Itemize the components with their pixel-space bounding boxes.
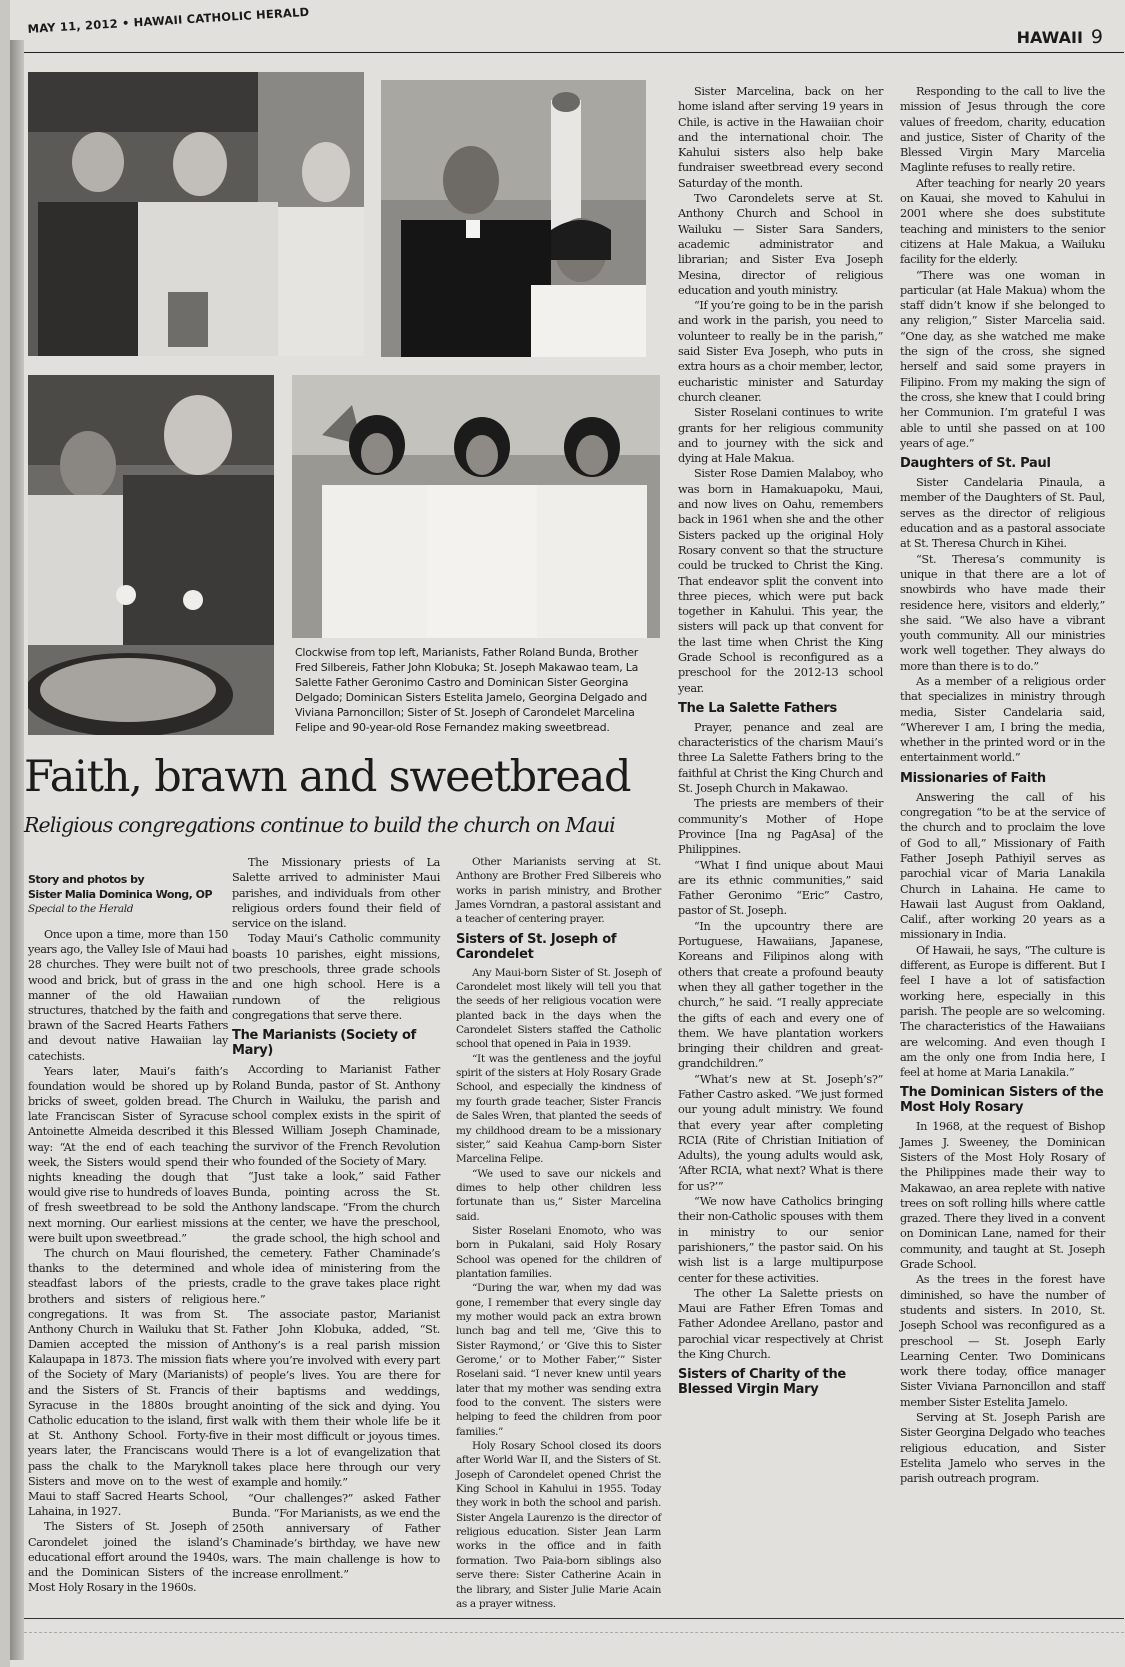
paragraph: “If you’re going to be in the parish and work in the parish, you need to volunteer to really be in the parish,” said Sister Eva Joseph, who puts in extra hours as a choir member, lector, eucharistic minister and Saturday church cleaner. <box>678 299 883 404</box>
section-heading-la-salette: The La Salette Fathers <box>678 700 837 716</box>
paragraph: After teaching for nearly 20 years on Kauai, she moved to Kahului in 2001 where she does substitute teaching and ministers to the senior citizens at Hale Makua, a Wailuku facility for the elderly. <box>900 176 1105 267</box>
running-header-dateline: MAY 11, 2012 • HAWAII CATHOLIC HERALD <box>27 4 310 37</box>
byline-credit: Special to the Herald <box>28 903 134 915</box>
header-rule <box>24 52 1124 53</box>
section-name: HAWAII <box>1016 28 1083 47</box>
paragraph: Sister Rose Damien Malaboy, who was born in Hamakuapoku, Maui, and now lives on Oahu, remembers back in 1961 when she and the other Sisters packed up the original Holy Rosary convent so that the structure could be trucked to Christ the King. That endeavor split the convent into three pieces, which were put back together in Kahului. This year, the sisters will pack up that convent for the last time when Christ the King Grade School is reconfigured as a preschool for the 2012-13 school year. <box>678 467 883 695</box>
paragraph: “There was one woman in particular (at Hale Makua) whom the staff didn’t know if she belonged to any religion,” Sister Marcelia said. “One day, as she watched me make the sign of the cross, she signed herself and said some prayers in Filipino. From my making the sign of the cross, she knew that I could bring her Communion. I’m grateful I was able to until she passed on at 100 years of age.” <box>900 268 1105 450</box>
paragraph: “St. Theresa’s community is unique in that there are a lot of snowbirds who have made their residence here, visitors and elderly,” she said. “We also have a vibrant youth community. All our ministries work well together. They always do more than there is to do.” <box>900 552 1105 673</box>
paragraph: The other La Salette priests on Maui are Father Efren Tomas and Father Adondee Arellano, pastor and parochial vicar respectively at Christ the King Church. <box>678 1286 883 1362</box>
article-column-1 <box>28 872 228 1595</box>
paragraph: According to Marianist Father Roland Bunda, pastor of St. Anthony Church in Wailuku, the parish and school complex exists in the spirit of Blessed William Joseph Chaminade, the survivor of the French Revolution who founded of the Society of Mary. <box>232 1063 440 1169</box>
paragraph: Serving at St. Joseph Parish are Sister Georgina Delgado who teaches religious education, and Sister Estelita Jamelo who serves in the parish outreach program. <box>900 1411 1105 1486</box>
photo-sweetbread <box>28 375 274 735</box>
article-column-5 <box>900 84 1105 1487</box>
page-number: 9 <box>1090 26 1103 48</box>
paragraph: Today Maui’s Catholic community boasts 10 parishes, eight missions, two preschools, three grade schools and one high school. Here is a rundown of the religious congregations that serve there. <box>232 932 440 1022</box>
paragraph: Sister Roselani Enomoto, who was born in Pukalani, said Holy Rosary School was opened for the children of plantation families. <box>456 1224 661 1280</box>
paragraph: “Our challenges?” asked Father Bunda. “For Marianists, as we end the 250th anniversary of Father Chaminade’s birthday, we have new wars. The main challenge is how to increase enrollment.” <box>232 1491 440 1582</box>
paragraph: The priests are members of their community’s Mother of Hope Province [Ina ng PagAsa] of the Philippines. <box>678 797 883 857</box>
paragraph: Answering the call of his congregation “to be at the service of the church and to proclaim the love of God to all,” Missionary of Faith Father Joseph Pathiyil serves as parochial vicar of Maria Lanakila Church in Lahaina. He came to Hawaii last August from Oakland, Calif., after working 20 years as a missionary in India. <box>900 790 1105 942</box>
section-heading-marianists: The Marianists (Society of Mary) <box>232 1028 416 1059</box>
paragraph: “We used to save our nickels and dimes to help other children less fortunate than us,” Sister Marcelina said. <box>456 1167 661 1223</box>
paragraph: “What’s new at St. Joseph’s?” Father Castro asked. “We just formed our young adult ministry. We found that every year after completing RCIA (Rite of Christian Initiation of Adults), the young adults would ask, ‘After RCIA, what next? What is there for us?’” <box>678 1072 883 1193</box>
paragraph: The Missionary priests of La Salette arrived to administer Maui parishes, and individuals from other religious orders found their field of service on the island. <box>232 856 440 931</box>
footer-rule <box>24 1618 1124 1619</box>
paragraph: Any Maui-born Sister of St. Joseph of Carondelet most likely will tell you that the seeds of her religious vocation were planted back in the days when the Carondelet Sisters staffed the Catholic school that opened in Paia in 1939. <box>456 966 661 1051</box>
paragraph: Prayer, penance and zeal are characteristics of the charism Maui’s three La Salette Fathers bring to the faithful at Christ the King Church and St. Joseph Church in Makawao. <box>678 720 883 796</box>
paragraph: “Just take a look,” said Father Bunda, pointing across the St. Anthony landscape. “From the church at the center, we have the preschool, the grade school, the high school and the cemetery. Father Chaminade’s whole idea of ministering from the cradle to the grave takes place right here.” <box>232 1170 440 1306</box>
section-heading-daughters: Daughters of St. Paul <box>900 456 1051 472</box>
photo-makawao-team <box>381 80 646 357</box>
section-heading-missionaries: Missionaries of Faith <box>900 770 1046 786</box>
paragraph: “During the war, when my dad was gone, I remember that every single day my mother would pack an extra brown lunch bag and tell me, ‘Give this to Sister Raymond,’ or ‘Give this to Sister Gerome,’ or to Mother Faber,’” Sister Roselani said. “I never knew until years later that my mother was sending extra food to the convent. The sisters were helping to feed the children from poor families.” <box>456 1282 661 1438</box>
photo-marianists <box>28 72 364 356</box>
newspaper-page <box>10 0 1125 1667</box>
paragraph: As a member of a religious order that specializes in ministry through media, Sister Candelaria said, “Wherever I am, I bring the media, whether in the printed word or in the entertainment world.” <box>900 674 1105 765</box>
paragraph: Once upon a time, more than 150 years ago, the Valley Isle of Maui had 28 churches. They were built not of wood and brick, but of grass in the manner of the old Hawaiian structures, thatched by the faith and brawn of the Sacred Hearts Fathers and devout native Hawaiian lay catechists. <box>28 928 228 1063</box>
paragraph: The associate pastor, Marianist Father John Klobuka, added, “St. Anthony’s is a real parish mission where you’re involved with every part of people’s lives. You are there for their baptisms and weddings, anointing of the sick and dying. You walk with them their whole life be it in their most difficult or joyous times. There is a lot of evangelization that takes place here through our very example and homily.” <box>232 1308 440 1490</box>
photo-dominican-sisters <box>292 375 660 638</box>
byline-author: Sister Malia Dominica Wong, OP <box>28 888 213 901</box>
paragraph: Holy Rosary School closed its doors after World War II, and the Sisters of St. Joseph of Carondelet opened Christ the King School in Kahului in 1955. Today they work in both the school and parish. Sister Angela Laurenzo is the director of religious education. Sister Jean Larm works in the office and in faith formation. Two Paia-born siblings also serve there: Sister Catherine Acain in the library, and Sister Julie Marie Acain as a prayer witness. <box>456 1440 661 1610</box>
subheadline: Religious congregations continue to build the church on Maui <box>24 813 615 837</box>
running-header-section <box>1017 26 1103 48</box>
paragraph: Two Carondelets serve at St. Anthony Church and School in Wailuku — Sister Sara Sanders, academic administrator and librarian; and Sister Eva Joseph Mesina, director of religious education and youth ministry. <box>678 192 883 297</box>
paragraph: Sister Candelaria Pinaula, a member of the Daughters of St. Paul, serves as the director of religious education and as a pastoral associate at St. Theresa Church in Kihei. <box>900 476 1105 551</box>
paragraph: “It was the gentleness and the joyful spirit of the sisters at Holy Rosary Grade School, and especially the kindness of my fourth grade teacher, Sister Francis de Sales Wren, that planted the seeds of my childhood dream to be a missionary sister,” said Keahua Camp-born Sister Marcelina Felipe. <box>456 1052 661 1166</box>
paragraph: The church on Maui flourished, thanks to the determined and steadfast labors of the priests, brothers and sisters of religious congregations. It was from St. Anthony Church in Wailuku that St. Damien accepted the mission of Kalaupapa in 1873. The mission fiats of the Society of Mary (Marianists) and the Sisters of St. Francis of Syracuse in the 1880s brought Catholic education to the island, first at St. Anthony School. Forty-five years later, the Franciscans would pass the chalk to the Maryknoll Sisters and move on to the west of Maui to staff Sacred Hearts School, Lahaina, in 1927. <box>28 1246 228 1519</box>
page-spine-shadow <box>10 40 24 1660</box>
article-column-3 <box>456 855 661 1611</box>
paragraph: Sister Marcelina, back on her home island after serving 19 years in Chile, is active in the Hawaiian choir and the international choir. The Kahului sisters also help bake fundraiser sweetbread every second Saturday of the month. <box>678 85 883 190</box>
section-heading-dominican: The Dominican Sisters of the Most Holy Rosary <box>900 1085 1104 1116</box>
paragraph: The Sisters of St. Joseph of Carondelet joined the island’s educational effort around the 1940s, and the Dominican Sisters of the Most Holy Rosary in the 1960s. <box>28 1520 228 1595</box>
section-heading-charity: Sisters of Charity of the Blessed Virgin Mary <box>678 1367 846 1398</box>
paragraph: Of Hawaii, he says, “The culture is different, as Europe is different. But I feel I have a lot of satisfaction working here, especially in this parish. The people are so welcoming. The characteristics of the Hawaiians are welcoming. And even though I am the only one from India here, I feel at home at Maria Lanakila.” <box>900 943 1105 1080</box>
headline: Faith, brawn and sweetbread <box>24 752 631 802</box>
paragraph: “What I find unique about Maui are its ethnic communities,” said Father Geronimo “Eric” Castro, pastor of St. Joseph. <box>678 858 883 918</box>
paragraph: “We now have Catholics bringing their non-Catholic spouses with them in ministry to our senior parishioners,” the pastor said. On his wish list is a large multipurpose center for these activities. <box>678 1195 883 1285</box>
paragraph: Sister Roselani continues to write grants for her religious community and to journey with the sick and dying at Hale Makua. <box>678 406 883 466</box>
byline-label: Story and photos by <box>28 873 145 886</box>
article-column-2 <box>232 855 440 1582</box>
section-heading-carondelet: Sisters of St. Joseph of Carondelet <box>456 931 617 962</box>
article-column-4 <box>678 84 883 1401</box>
paragraph: As the trees in the forest have diminished, so have the number of students and sisters. In 2010, St. Joseph School was reconfigured as a preschool — St. Joseph Early Learning Center. Two Dominicans work there today, office manager Sister Viviana Parnoncillon and staff member Sister Estelita Jamelo. <box>900 1273 1105 1409</box>
paragraph: Years later, Maui’s faith’s foundation would be shored up by bricks of sweet, golden bread. The late Franciscan Sister of Syracuse Antoinette Almeida described it this way: “At the end of each teaching week, the Sisters would spend their nights kneading the dough that would give rise to hundreds of loaves of fresh sweetbread to be sold the next morning. Our earliest missions were built upon sweetbread.” <box>28 1064 228 1245</box>
paragraph: In 1968, at the request of Bishop James J. Sweeney, the Dominican Sisters of the Most Holy Rosary of the Philippines made their way to Makawao, an area replete with native trees on soft rolling hills where cattle grazed. There they lived in a convent on Dominican Lane, named for their community, and taught at St. Joseph Grade School. <box>900 1120 1105 1272</box>
paragraph: Responding to the call to live the mission of Jesus through the core values of freedom, charity, education and justice, Sister of Charity of the Blessed Virgin Mary Marcelia Maglinte refuses to really retire. <box>900 85 1105 175</box>
paragraph: “In the upcountry there are Portuguese, Hawaiians, Japanese, Koreans and Filipinos along with others that create a profound beauty when they all gather together in the church,” he said. “I really appreciate the gifts of each and every one of them. We have plantation workers bringing their children and great-grandchildren.” <box>678 919 883 1071</box>
photo-caption: Clockwise from top left, Marianists, Father Roland Bunda, Brother Fred Silbereis, Father John Klobuka; St. Joseph Makawao team, La Salette Father Geronimo Castro and Dominican Sister Georgina Delgado; Dominican Sisters Estelita Jamelo, Georgina Delgado and Viviana Parnoncillon; Sister of St. Joseph of Carondelet Marcelina Felipe and 90-year-old Rose Fernandez making sweetbread. <box>295 646 647 734</box>
footer-dashed-rule <box>24 1632 1124 1633</box>
paragraph: Other Marianists serving at St. Anthony are Brother Fred Silbereis who works in parish ministry, and Brother James Vorndran, a pastoral assistant and a teacher of centering prayer. <box>456 856 661 926</box>
